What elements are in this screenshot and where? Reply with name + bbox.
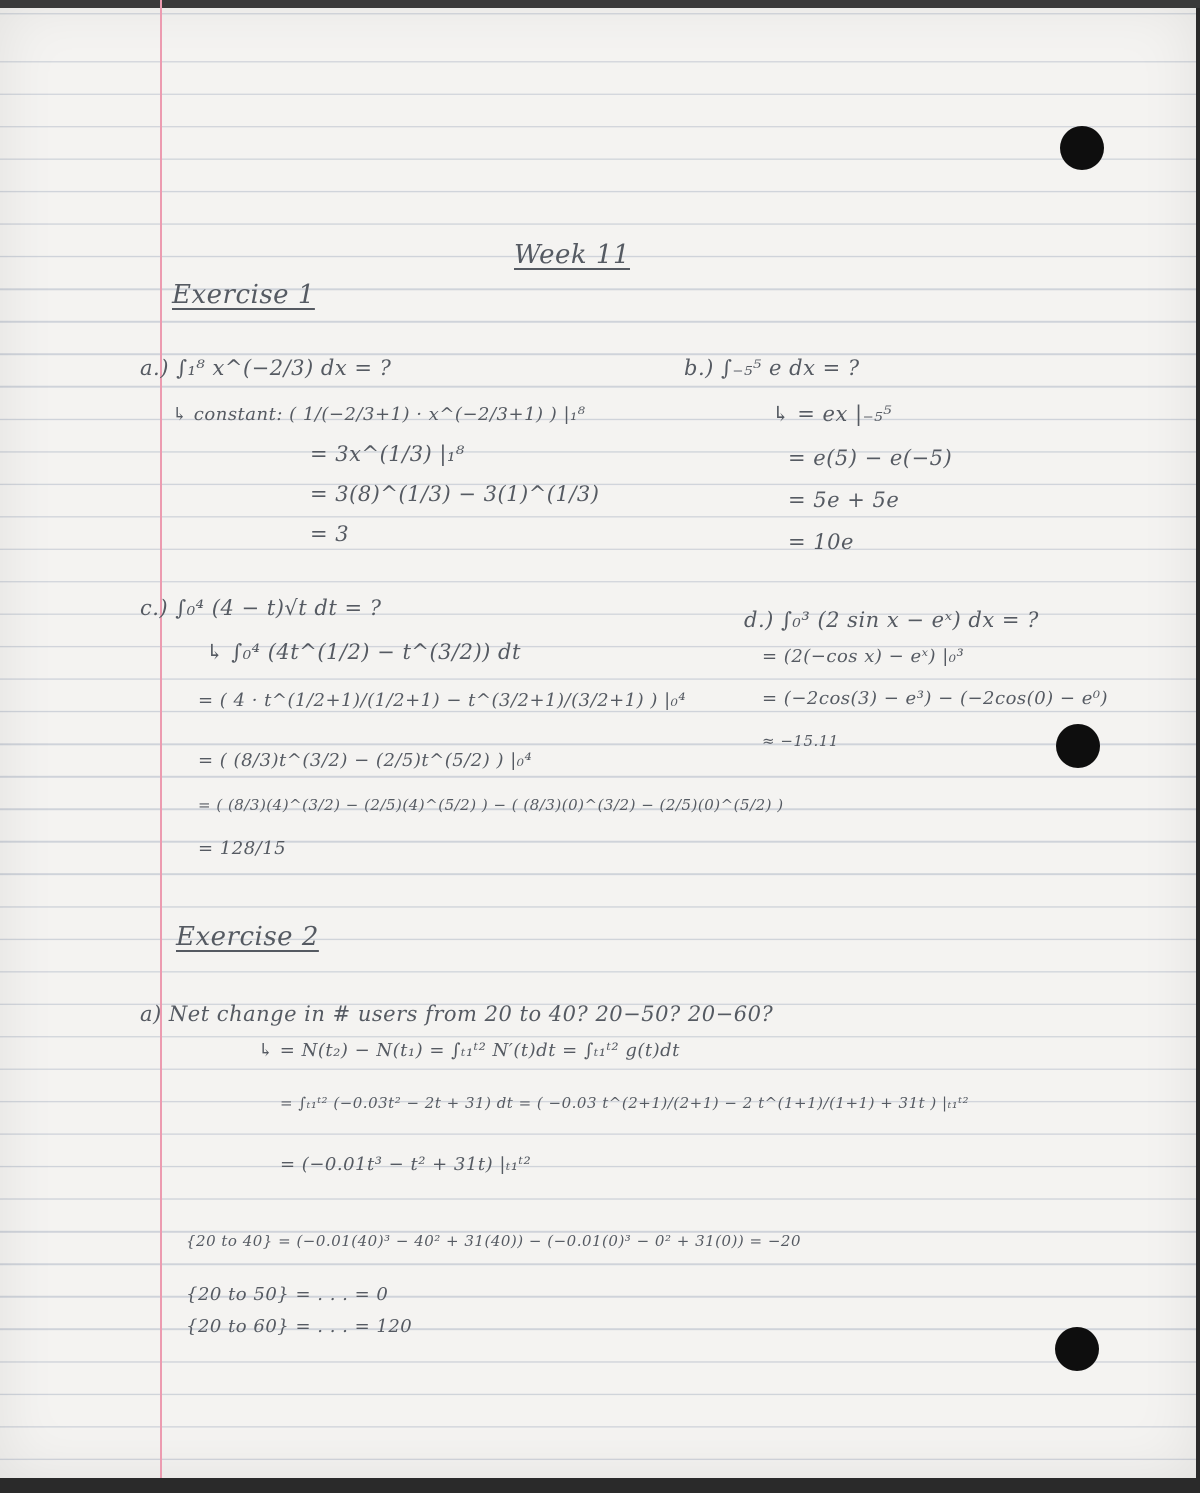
ex1-b-line: b.) ∫₋₅⁵ e dx = ? (684, 356, 860, 380)
ex1-a-line: ↳ constant: ( 1/(−2/3+1) · x^(−2/3+1) ) |₁⁸ (172, 404, 586, 425)
page-title: Week 11 (514, 240, 630, 270)
exercise2-heading: Exercise 2 (176, 922, 319, 952)
ex2-a-question: a) Net change in # users from 20 to 40? 20−50? 20−60? (140, 1002, 774, 1026)
ex1-d-line: d.) ∫₀³ (2 sin x − eˣ) dx = ? (744, 608, 1039, 632)
ex1-b-line: = e(5) − e(−5) (788, 446, 953, 470)
ex1-a-line: a.) ∫₁⁸ x^(−2/3) dx = ? (140, 356, 392, 380)
ex2-work-line: ↳ = N(t₂) − N(t₁) = ∫ₜ₁ᵗ² N′(t)dt = ∫ₜ₁ᵗ² g(t)dt (258, 1040, 680, 1061)
punch-hole-bottom (1055, 1327, 1099, 1371)
ex1-d-line: = (2(−cos x) − eˣ) |₀³ (762, 646, 965, 667)
ex1-b-line: = 5e + 5e (788, 488, 900, 512)
ex1-a-line: = 3 (310, 522, 350, 546)
ex1-c-line: = ( (8/3)(4)^(3/2) − (2/5)(4)^(5/2) ) − ( (8/3)(0)^(3/2) − (2/5)(0)^(5/2) ) (198, 796, 784, 814)
ex1-c-line: = 128/15 (198, 838, 287, 859)
ex1-c-line: = ( 4 · t^(1/2+1)/(1/2+1) − t^(3/2+1)/(3/2+1) ) |₀⁴ (198, 690, 687, 711)
exercise1-heading: Exercise 1 (172, 280, 315, 310)
ex1-d-line: ≈ −15.11 (762, 732, 839, 750)
ex2-answer: {20 to 60} = . . . = 120 (186, 1316, 413, 1337)
page-top-edge (0, 0, 1200, 8)
margin-line (160, 0, 162, 1478)
ex2-work-line: = ∫ₜ₁ᵗ² (−0.03t² − 2t + 31) dt = ( −0.03 t^(2+1)/(2+1) − 2 t^(1+1)/(1+1) + 31t ) |ₜ₁ᵗ² (280, 1094, 970, 1112)
ex1-c-line: = ( (8/3)t^(3/2) − (2/5)t^(5/2) ) |₀⁴ (198, 750, 533, 771)
ex2-answer: {20 to 40} = (−0.01(40)³ − 40² + 31(40)) − (−0.01(0)³ − 0² + 31(0)) = −20 (186, 1232, 802, 1250)
ex1-c-line: c.) ∫₀⁴ (4 − t)√t dt = ? (140, 596, 382, 620)
ex1-a-line: = 3x^(1/3) |₁⁸ (310, 442, 465, 466)
ex2-work-line: = (−0.01t³ − t² + 31t) |ₜ₁ᵗ² (280, 1154, 532, 1175)
ex1-c-line: ↳ ∫₀⁴ (4t^(1/2) − t^(3/2)) dt (206, 640, 521, 664)
punch-hole-top (1060, 126, 1104, 170)
punch-hole-middle (1056, 724, 1100, 768)
ex1-d-line: = (−2cos(3) − e³) − (−2cos(0) − e⁰) (762, 688, 1109, 709)
ex1-a-line: = 3(8)^(1/3) − 3(1)^(1/3) (310, 482, 600, 506)
ex1-b-line: = 10e (788, 530, 854, 554)
ex2-answer: {20 to 50} = . . . = 0 (186, 1284, 389, 1305)
ex1-b-line: ↳ = ex |₋₅⁵ (772, 402, 892, 426)
